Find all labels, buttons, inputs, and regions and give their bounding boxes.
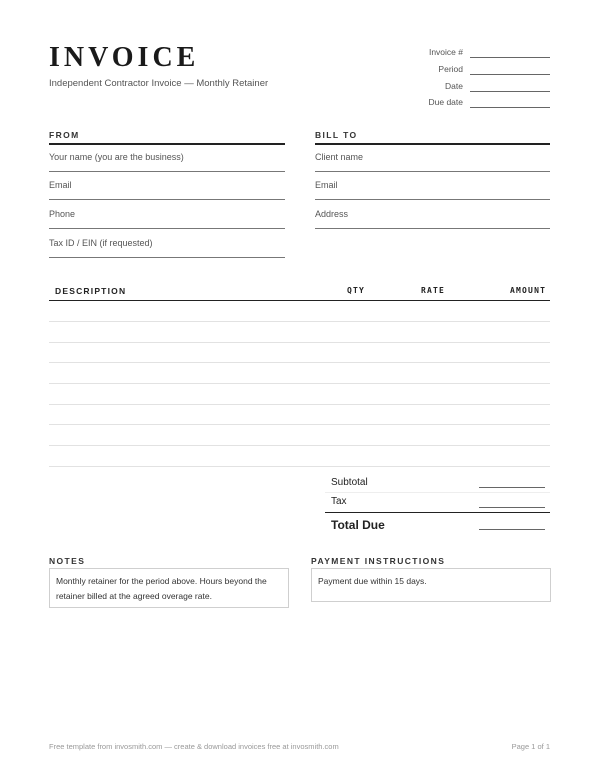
tax-label: Tax: [331, 496, 347, 507]
field-line: [49, 228, 285, 229]
column-qty: QTY: [347, 286, 366, 295]
subtotal-value-line[interactable]: [479, 487, 545, 488]
total-due-label: Total Due: [331, 518, 385, 532]
field-line: [49, 171, 285, 172]
line-item-row[interactable]: [49, 342, 550, 343]
bill-to-heading: BILL TO: [315, 130, 358, 140]
footer-credit: Free template from invosmith.com — create & download invoices free at invosmith.com: [49, 742, 339, 751]
meta-input-line[interactable]: [470, 107, 550, 108]
column-rate: RATE: [421, 286, 446, 295]
line-item-row[interactable]: [49, 321, 550, 322]
line-item-row[interactable]: [49, 445, 550, 446]
meta-label: Date: [445, 81, 463, 91]
from-email-field[interactable]: Email: [49, 180, 72, 190]
total-due-value-line[interactable]: [479, 529, 545, 530]
tax-value-line[interactable]: [479, 507, 545, 508]
from-tax-id-field[interactable]: Tax ID / EIN (if requested): [49, 238, 153, 248]
meta-label: Invoice #: [428, 47, 463, 57]
meta-period[interactable]: [380, 64, 550, 78]
total-rule: [325, 512, 550, 513]
field-line: [315, 171, 550, 172]
column-amount: AMOUNT: [510, 286, 547, 295]
from-rule: [49, 143, 285, 145]
notes-box[interactable]: Monthly retainer for the period above. Hours beyond the retainer billed at the agreed overage rate.: [49, 568, 289, 608]
payment-heading: PAYMENT INSTRUCTIONS: [311, 556, 446, 566]
meta-due-date[interactable]: [380, 97, 550, 111]
field-line: [315, 199, 550, 200]
line-item-row[interactable]: [49, 383, 550, 384]
invoice-subtitle: Independent Contractor Invoice — Monthly Retainer: [49, 78, 269, 89]
table-header-rule: [49, 300, 550, 301]
line-item-row[interactable]: [49, 404, 550, 405]
field-line: [49, 257, 285, 258]
payment-box[interactable]: Payment due within 15 days.: [311, 568, 551, 602]
from-heading: FROM: [49, 130, 80, 140]
bill-to-rule: [315, 143, 550, 145]
meta-label: Due date: [428, 97, 463, 107]
client-name-field[interactable]: Client name: [315, 152, 364, 162]
meta-label: Period: [438, 64, 463, 74]
column-description: DESCRIPTION: [55, 286, 127, 296]
line-item-row[interactable]: [49, 362, 550, 363]
subtotal-label: Subtotal: [331, 477, 368, 488]
invoice-title: INVOICE: [49, 42, 200, 73]
client-address-field[interactable]: Address: [315, 209, 349, 219]
field-line: [315, 228, 550, 229]
line-item-row[interactable]: [49, 424, 550, 425]
meta-input-line[interactable]: [470, 57, 550, 58]
meta-date[interactable]: [380, 81, 550, 95]
meta-invoice-number[interactable]: [380, 47, 550, 61]
subtotal-divider: [325, 492, 550, 493]
from-phone-field[interactable]: Phone: [49, 209, 76, 219]
client-email-field[interactable]: Email: [315, 180, 338, 190]
line-item-row[interactable]: [49, 466, 550, 467]
notes-heading: NOTES: [49, 556, 86, 566]
meta-input-line[interactable]: [470, 91, 550, 92]
from-name-field[interactable]: Your name (you are the business): [49, 152, 184, 162]
page-number: Page 1 of 1: [511, 742, 550, 751]
field-line: [49, 199, 285, 200]
meta-input-line[interactable]: [470, 74, 550, 75]
